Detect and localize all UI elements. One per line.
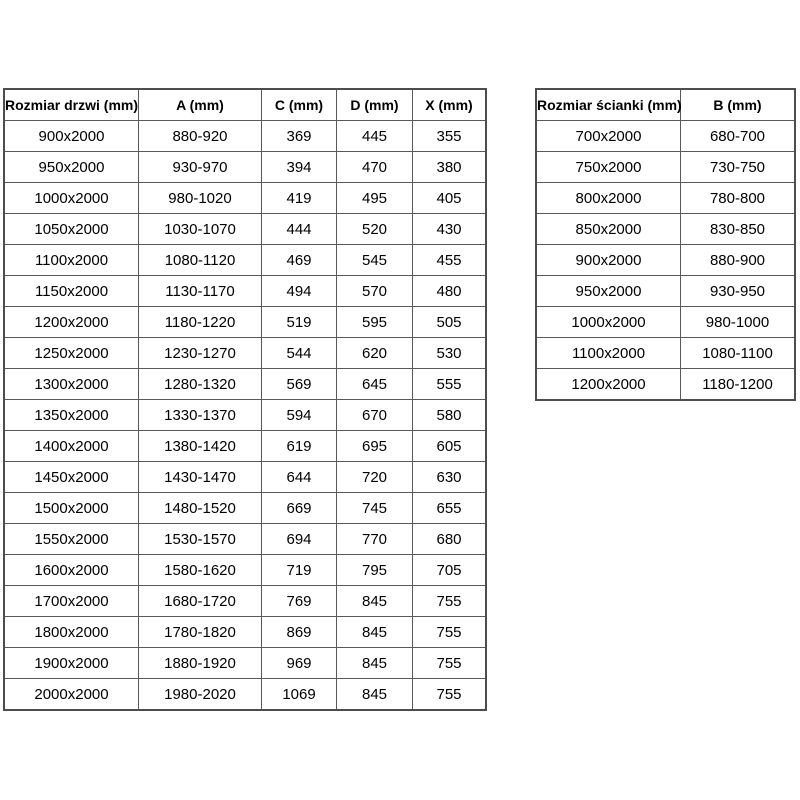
table-cell: 980-1020 (139, 183, 262, 214)
table-cell: 1200x2000 (4, 307, 139, 338)
table-cell: 930-950 (681, 276, 796, 307)
table-cell: 950x2000 (536, 276, 681, 307)
table-cell: 969 (262, 648, 337, 679)
table-cell: 1900x2000 (4, 648, 139, 679)
table-cell: 869 (262, 617, 337, 648)
table-cell: 1480-1520 (139, 493, 262, 524)
table-cell: 755 (413, 617, 487, 648)
table-row (4, 121, 486, 152)
table-cell: 680-700 (681, 121, 796, 152)
table-cell: 355 (413, 121, 487, 152)
table-cell: 880-900 (681, 245, 796, 276)
table-row (4, 369, 486, 400)
table-cell: 1080-1120 (139, 245, 262, 276)
header-row (536, 89, 795, 121)
table-cell: 469 (262, 245, 337, 276)
table-cell: 1280-1320 (139, 369, 262, 400)
table-cell: 980-1000 (681, 307, 796, 338)
table-cell: 1430-1470 (139, 462, 262, 493)
table-row (536, 276, 795, 307)
table-cell: 1550x2000 (4, 524, 139, 555)
table-row (536, 152, 795, 183)
table-cell: 669 (262, 493, 337, 524)
table-cell: 950x2000 (4, 152, 139, 183)
table-cell: 1100x2000 (536, 338, 681, 369)
wall-sizes-table (535, 88, 796, 401)
table-cell: 620 (337, 338, 413, 369)
table-cell: 1980-2020 (139, 679, 262, 711)
table-cell: 644 (262, 462, 337, 493)
table-row (4, 617, 486, 648)
table-cell: 619 (262, 431, 337, 462)
table-cell: 645 (337, 369, 413, 400)
table-cell: 445 (337, 121, 413, 152)
table-cell: 569 (262, 369, 337, 400)
table-cell: 900x2000 (4, 121, 139, 152)
table-cell: 1180-1200 (681, 369, 796, 401)
table-cell: 630 (413, 462, 487, 493)
table-row (4, 679, 486, 711)
table-row (4, 276, 486, 307)
table-cell: 544 (262, 338, 337, 369)
table-cell: 720 (337, 462, 413, 493)
table-cell: 880-920 (139, 121, 262, 152)
table-row (4, 462, 486, 493)
table-row (4, 493, 486, 524)
column-header: C (mm) (262, 89, 337, 121)
table-cell: 1100x2000 (4, 245, 139, 276)
table-cell: 1350x2000 (4, 400, 139, 431)
table-cell: 430 (413, 214, 487, 245)
table-row (536, 369, 795, 401)
table-cell: 1230-1270 (139, 338, 262, 369)
table-cell: 444 (262, 214, 337, 245)
table-row (4, 183, 486, 214)
table-cell: 695 (337, 431, 413, 462)
table-cell: 1000x2000 (536, 307, 681, 338)
column-header: X (mm) (413, 89, 487, 121)
table-cell: 1130-1170 (139, 276, 262, 307)
table-cell: 655 (413, 493, 487, 524)
table-cell: 380 (413, 152, 487, 183)
table-cell: 795 (337, 555, 413, 586)
table-cell: 494 (262, 276, 337, 307)
column-header: B (mm) (681, 89, 796, 121)
column-header: D (mm) (337, 89, 413, 121)
table-cell: 845 (337, 617, 413, 648)
column-header: Rozmiar ścianki (mm) (536, 89, 681, 121)
table-row (536, 245, 795, 276)
table-cell: 845 (337, 648, 413, 679)
table-cell: 745 (337, 493, 413, 524)
table-cell: 1380-1420 (139, 431, 262, 462)
table-row (4, 400, 486, 431)
table-cell: 519 (262, 307, 337, 338)
column-header: Rozmiar drzwi (mm) (4, 89, 139, 121)
table-row (536, 338, 795, 369)
table-cell: 750x2000 (536, 152, 681, 183)
table-cell: 830-850 (681, 214, 796, 245)
table-row (536, 307, 795, 338)
table-cell: 1530-1570 (139, 524, 262, 555)
table-cell: 1180-1220 (139, 307, 262, 338)
table-cell: 1700x2000 (4, 586, 139, 617)
column-header: A (mm) (139, 89, 262, 121)
table-cell: 369 (262, 121, 337, 152)
table-row (4, 648, 486, 679)
table-cell: 1580-1620 (139, 555, 262, 586)
table-cell: 700x2000 (536, 121, 681, 152)
table-cell: 705 (413, 555, 487, 586)
table-cell: 470 (337, 152, 413, 183)
table-cell: 1800x2000 (4, 617, 139, 648)
table-row (4, 338, 486, 369)
table-row (4, 586, 486, 617)
table-cell: 1150x2000 (4, 276, 139, 307)
table-row (4, 524, 486, 555)
table-cell: 2000x2000 (4, 679, 139, 711)
table-cell: 1780-1820 (139, 617, 262, 648)
table-cell: 755 (413, 679, 487, 711)
table-row (4, 152, 486, 183)
table-cell: 1880-1920 (139, 648, 262, 679)
table-cell: 595 (337, 307, 413, 338)
table-cell: 1050x2000 (4, 214, 139, 245)
table-row (4, 555, 486, 586)
table-cell: 405 (413, 183, 487, 214)
table-cell: 1330-1370 (139, 400, 262, 431)
table-cell: 680 (413, 524, 487, 555)
table-cell: 1450x2000 (4, 462, 139, 493)
table-cell: 505 (413, 307, 487, 338)
table-cell: 480 (413, 276, 487, 307)
table-cell: 394 (262, 152, 337, 183)
table-cell: 800x2000 (536, 183, 681, 214)
table-cell: 1500x2000 (4, 493, 139, 524)
table-cell: 930-970 (139, 152, 262, 183)
table-cell: 845 (337, 586, 413, 617)
table-cell: 455 (413, 245, 487, 276)
table-cell: 419 (262, 183, 337, 214)
table-cell: 1000x2000 (4, 183, 139, 214)
header-row (4, 89, 486, 121)
table-cell: 605 (413, 431, 487, 462)
table-cell: 495 (337, 183, 413, 214)
table-cell: 555 (413, 369, 487, 400)
table-cell: 770 (337, 524, 413, 555)
table-cell: 780-800 (681, 183, 796, 214)
table-row (4, 214, 486, 245)
table-cell: 1680-1720 (139, 586, 262, 617)
table-cell: 1400x2000 (4, 431, 139, 462)
table-row (536, 121, 795, 152)
table-cell: 769 (262, 586, 337, 617)
table-cell: 850x2000 (536, 214, 681, 245)
table-cell: 1250x2000 (4, 338, 139, 369)
table-cell: 755 (413, 586, 487, 617)
table-row (536, 214, 795, 245)
table-cell: 1069 (262, 679, 337, 711)
table-row (4, 431, 486, 462)
table-row (536, 183, 795, 214)
table-cell: 570 (337, 276, 413, 307)
table-cell: 545 (337, 245, 413, 276)
table-cell: 1030-1070 (139, 214, 262, 245)
table-cell: 900x2000 (536, 245, 681, 276)
table-row (4, 245, 486, 276)
table-cell: 719 (262, 555, 337, 586)
table-cell: 580 (413, 400, 487, 431)
table-cell: 730-750 (681, 152, 796, 183)
table-cell: 594 (262, 400, 337, 431)
table-cell: 1080-1100 (681, 338, 796, 369)
table-cell: 755 (413, 648, 487, 679)
table-row (4, 307, 486, 338)
table-cell: 670 (337, 400, 413, 431)
door-sizes-table (3, 88, 487, 711)
table-cell: 520 (337, 214, 413, 245)
table-cell: 1600x2000 (4, 555, 139, 586)
table-cell: 1200x2000 (536, 369, 681, 401)
table-cell: 845 (337, 679, 413, 711)
table-cell: 694 (262, 524, 337, 555)
table-cell: 1300x2000 (4, 369, 139, 400)
table-cell: 530 (413, 338, 487, 369)
